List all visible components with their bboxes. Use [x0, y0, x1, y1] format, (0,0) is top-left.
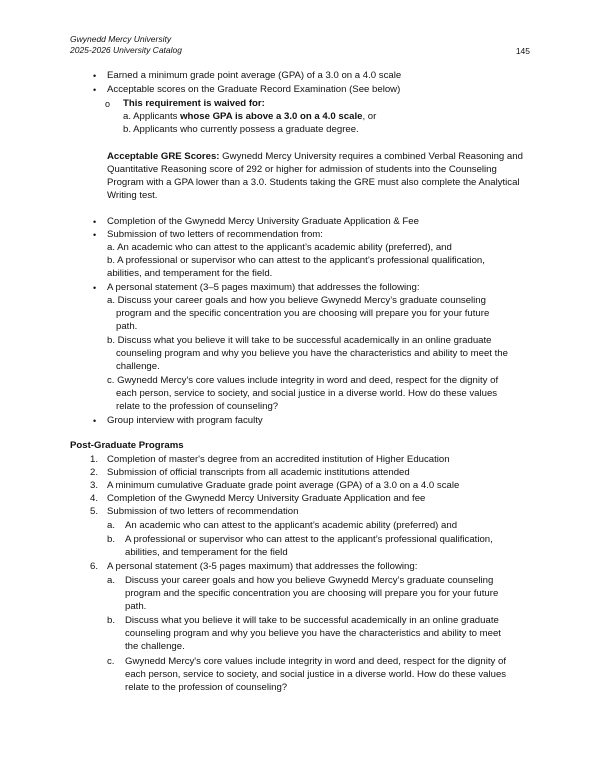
pg-item-6a: Discuss your career goals and how you believe Gwynedd Mercy’s graduate counseling	[125, 575, 494, 586]
list-number: 6.	[90, 561, 99, 572]
pg-item-6b-cont: counseling program and why you believe you have the characteristics and ability to meet	[125, 628, 501, 639]
page-number: 145	[515, 46, 530, 56]
req-interview: Group interview with program faculty	[107, 415, 263, 426]
waiver-a: a. Applicants whose GPA is above a 3.0 on a 4.0 scale, or	[123, 111, 377, 122]
pg-item-4: Completion of the Gwynedd Mercy University Graduate Application and fee	[107, 493, 426, 504]
gre-paragraph-line2: Quantitative Reasoning score of 292 or higher for admission of students into the Counseling	[107, 164, 497, 175]
statement-b-cont: counseling program and why you believe you have the characteristics and ability to meet the	[116, 348, 508, 359]
list-number: 1.	[90, 454, 99, 465]
pg-item-5a: An academic who can attest to the applicant’s academic ability (preferred) and	[125, 520, 458, 531]
pg-item-5b-cont: abilities, and temperament for the field	[125, 547, 288, 558]
pg-item-6c-cont: relate to the profession of counseling?	[125, 682, 288, 693]
req-letters-b-cont: abilities, and temperament for the field.	[107, 268, 273, 279]
pg-item-6: A personal statement (3-5 pages maximum) that addresses the following:	[107, 561, 418, 572]
bullet-icon: •	[93, 217, 97, 227]
statement-b-cont: challenge.	[116, 361, 160, 372]
waiver-b: b. Applicants who currently possess a graduate degree.	[123, 124, 359, 135]
section-title-post-graduate: Post-Graduate Programs	[70, 440, 184, 451]
pg-item-6a-cont: program and the specific concentration you are choosing will prepare you for your future	[125, 588, 499, 599]
statement-c-cont: each person, service to society, and social justice in a diverse world. How do these values	[116, 388, 498, 399]
gre-paragraph-line1: Acceptable GRE Scores: Gwynedd Mercy University requires a combined Verbal Reasoning and	[107, 151, 523, 162]
header-institution: Gwynedd Mercy University	[70, 34, 172, 44]
bullet-icon: •	[93, 85, 97, 95]
header-catalog: 2025-2026 University Catalog	[70, 45, 182, 55]
pg-item-6c-cont: each person, service to society, and social justice in a diverse world. How do these values	[125, 669, 507, 680]
statement-b: b. Discuss what you believe it will take to be successful academically in an online graduate	[107, 335, 492, 346]
pg-item-6c: Gwynedd Mercy's core values include integrity in word and deed, respect for the dignity of	[125, 656, 506, 667]
list-number: 5.	[90, 506, 99, 517]
statement-c-cont: relate to the profession of counseling?	[116, 401, 279, 412]
req-gpa: Earned a minimum grade point average (GPA) of a 3.0 on a 4.0 scale	[107, 70, 402, 81]
pg-item-1: Completion of master's degree from an accredited institution of Higher Education	[107, 454, 450, 465]
bullet-icon: •	[93, 230, 97, 240]
gre-paragraph-line3: Program with a GPA lower than a 3.0. Students taking the GRE must also complete the Analytical	[107, 177, 520, 188]
req-statement: A personal statement (3–5 pages maximum) that addresses the following:	[107, 282, 420, 293]
statement-a-cont: path.	[116, 321, 138, 332]
list-letter: b.	[107, 534, 116, 545]
list-number: 3.	[90, 480, 99, 491]
list-number: 2.	[90, 467, 99, 478]
pg-item-6b: Discuss what you believe it will take to be successful academically in an online graduate	[125, 615, 499, 626]
list-letter: c.	[107, 656, 115, 667]
req-letters-a: a. An academic who can attest to the applicant’s academic ability (preferred), and	[107, 242, 452, 253]
circle-bullet-icon: o	[105, 99, 111, 109]
waiver-title: This requirement is waived for:	[123, 98, 265, 109]
req-gre: Acceptable scores on the Graduate Record Examination (See below)	[107, 84, 401, 95]
statement-a: a. Discuss your career goals and how you believe Gwynedd Mercy’s graduate counseling	[107, 295, 486, 306]
list-number: 4.	[90, 493, 99, 504]
list-letter: b.	[107, 615, 116, 626]
pg-item-6a-cont: path.	[125, 601, 147, 612]
bullet-icon: •	[93, 71, 97, 81]
pg-item-5: Submission of two letters of recommendation	[107, 506, 299, 517]
pg-item-3: A minimum cumulative Graduate grade point average (GPA) of a 3.0 on a 4.0 scale	[107, 480, 460, 491]
pg-item-6b-cont: the challenge.	[125, 641, 185, 652]
gre-paragraph-line4: Writing test.	[107, 190, 158, 201]
bullet-icon: •	[93, 416, 97, 426]
statement-c: c. Gwynedd Mercy's core values include integrity in word and deed, respect for the dignity of	[107, 375, 499, 386]
req-letters-b: b. A professional or supervisor who can attest to the applicant’s professional qualification,	[107, 255, 485, 266]
req-letters: Submission of two letters of recommendation from:	[107, 229, 323, 240]
req-application: Completion of the Gwynedd Mercy University Graduate Application & Fee	[107, 216, 419, 227]
list-letter: a.	[107, 520, 116, 531]
statement-a-cont: program and the specific concentration you are choosing will prepare you for your future	[116, 308, 490, 319]
bullet-icon: •	[93, 283, 97, 293]
pg-item-2: Submission of official transcripts from all academic institutions attended	[107, 467, 410, 478]
pg-item-5b: A professional or supervisor who can attest to the applicant’s professional qualification,	[125, 534, 493, 545]
list-letter: a.	[107, 575, 116, 586]
